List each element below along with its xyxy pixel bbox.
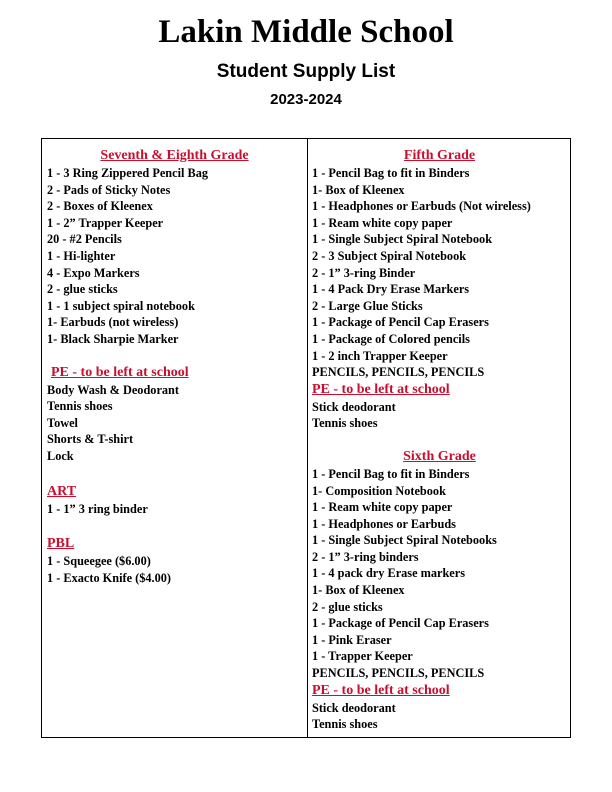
section-heading-pe-6: PE - to be left at school <box>312 682 450 698</box>
list-item: 4 - Expo Markers <box>47 265 140 280</box>
list-item: 1 - Single Subject Spiral Notebooks <box>312 533 497 548</box>
list-item: 1 - Headphones or Earbuds <box>312 516 456 531</box>
list-item: Tennis shoes <box>47 399 113 414</box>
column-divider <box>307 139 308 737</box>
list-item: 1 - Exacto Knife ($4.00) <box>47 570 171 585</box>
list-item: 1 - 2” Trapper Keeper <box>47 215 164 230</box>
list-fifth <box>312 165 567 381</box>
list-item: 2 - glue sticks <box>312 599 383 614</box>
list-item: Tennis shoes <box>312 717 378 732</box>
list-item: 1 - 1” 3 ring binder <box>47 501 148 516</box>
list-item: 1- Box of Kleenex <box>312 583 405 598</box>
section-heading-pe-5: PE - to be left at school <box>312 381 450 397</box>
list-title: Student Supply List <box>216 61 396 82</box>
list-item: 2 - Pads of Sticky Notes <box>47 182 171 197</box>
section-heading-seventh-eighth: Seventh & Eighth Grade <box>100 148 249 163</box>
list-item: 1 - 2 inch Trapper Keeper <box>312 348 448 363</box>
list-item: 1 - Squeegee ($6.00) <box>47 554 151 569</box>
list-item: 1 - 1 subject spiral notebook <box>47 298 195 313</box>
list-item: Tennis shoes <box>312 416 378 431</box>
list-item: 1 - Single Subject Spiral Notebook <box>312 232 493 247</box>
list-item: 1 - Pencil Bag to fit in Binders <box>312 466 470 481</box>
list-item: 1 - Pink Eraser <box>312 632 392 647</box>
list-item: 2 - 1” 3-ring binders <box>312 549 419 564</box>
list-art <box>47 501 302 518</box>
section-heading-art: ART <box>47 483 77 499</box>
school-year: 2023-2024 <box>270 91 342 108</box>
section-heading-fifth: Fifth Grade <box>403 148 476 163</box>
list-item: 1 - 4 Pack Dry Erase Markers <box>312 282 470 297</box>
list-item: 2 - glue sticks <box>47 282 118 297</box>
list-item: 2 - 3 Subject Spiral Notebook <box>312 248 467 263</box>
list-item: 1 - Package of Pencil Cap Erasers <box>312 315 489 330</box>
list-item: 1 - Package of Colored pencils <box>312 331 470 346</box>
list-item: 2 - 1” 3-ring Binder <box>312 265 416 280</box>
list-seventh-eighth <box>47 165 302 348</box>
list-item: PENCILS, PENCILS, PENCILS <box>312 666 485 681</box>
list-item: 1 - Package of Pencil Cap Erasers <box>312 616 489 631</box>
section-heading-sixth: Sixth Grade <box>403 448 476 464</box>
list-item: 1- Earbuds (not wireless) <box>47 315 179 330</box>
list-sixth <box>312 466 567 682</box>
list-item: 1 - 3 Ring Zippered Pencil Bag <box>47 166 209 180</box>
list-item: Shorts & T-shirt <box>47 432 134 447</box>
list-item: Stick deodorant <box>312 399 396 414</box>
left-column <box>47 147 302 586</box>
list-item: 1- Composition Notebook <box>312 483 446 498</box>
list-item: Stick deodorant <box>312 700 396 715</box>
list-item: Lock <box>47 448 74 463</box>
list-pe-5 <box>312 399 567 432</box>
list-item: 1 - Headphones or Earbuds (Not wireless) <box>312 199 531 214</box>
section-heading-pe-78: PE - to be left at school <box>51 364 189 380</box>
list-item: 2 - Boxes of Kleenex <box>47 199 153 214</box>
list-item: Towel <box>47 415 78 430</box>
list-pe-78 <box>47 382 302 465</box>
list-pe-6 <box>312 700 567 733</box>
section-heading-pbl: PBL <box>47 536 75 552</box>
school-name: Lakin Middle School <box>158 14 454 50</box>
list-item: 1- Black Sharpie Marker <box>47 331 179 346</box>
list-item: 1 - Ream white copy paper <box>312 500 453 515</box>
list-item: Body Wash & Deodorant <box>47 382 179 397</box>
list-item: 1 - Trapper Keeper <box>312 649 413 664</box>
list-item: 1 - Pencil Bag to fit in Binders <box>312 166 470 180</box>
list-item: 2 - Large Glue Sticks <box>312 298 423 313</box>
list-item: 20 - #2 Pencils <box>47 232 122 247</box>
list-pbl <box>47 553 302 586</box>
supply-table <box>41 138 571 738</box>
list-item: 1 - 4 pack dry Erase markers <box>312 566 466 581</box>
list-item: 1 - Hi-lighter <box>47 248 116 263</box>
list-item: PENCILS, PENCILS, PENCILS <box>312 365 485 380</box>
list-item: 1- Box of Kleenex <box>312 182 405 197</box>
right-column <box>312 147 567 733</box>
list-item: 1 - Ream white copy paper <box>312 215 453 230</box>
